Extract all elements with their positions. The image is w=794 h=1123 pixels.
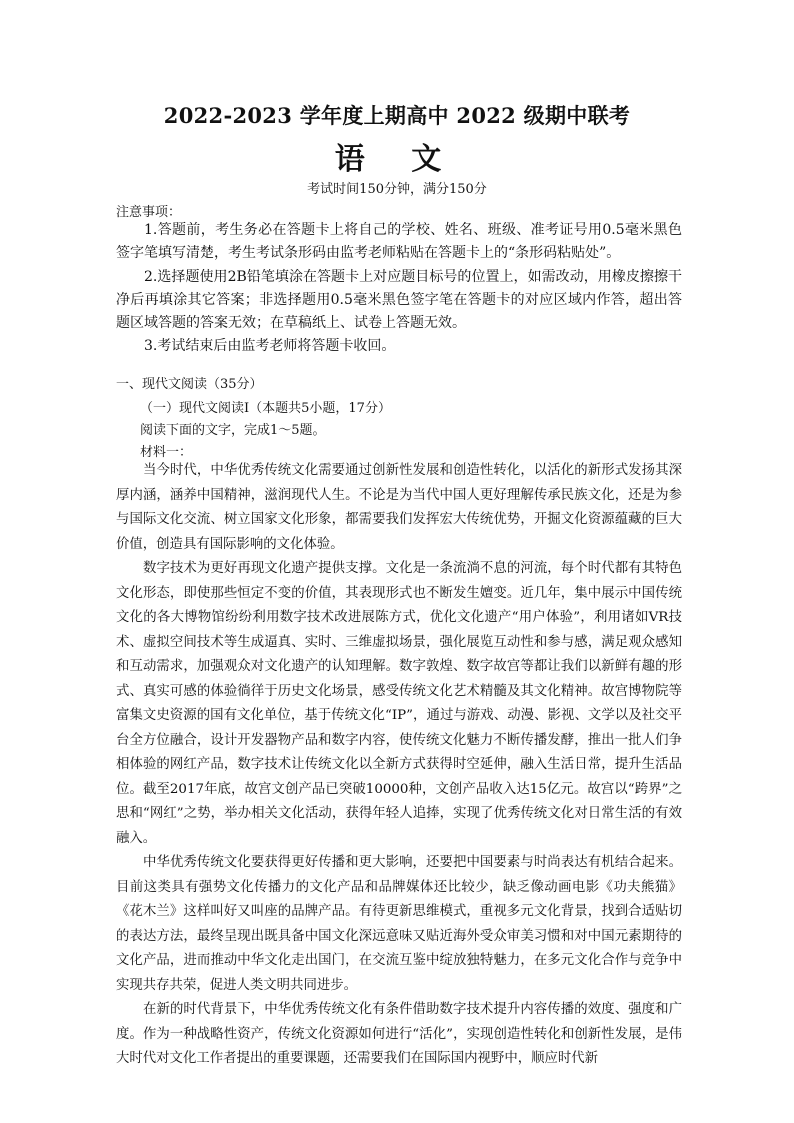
reading-passage (116, 459, 682, 1072)
notice-title: 注意事项： (116, 205, 182, 220)
notice-list (116, 219, 682, 359)
passage-paragraph: 中华优秀传统文化要获得更好传播和更大影响，还要把中国要素与时尚表达有机结合起来。目前这类具有强势文化传播力的文化产品和品牌媒体还比较少，缺乏像动画电影《功夫熊猫》《花木兰》这样叫好又叫座的品牌产品。有待更新思维模式，重视多元文化背景，找到合适贴切的表达方法，最终呈现出既具备中国文化深远意味又贴近海外受众审美习惯和对中国元素期待的文化产品，进而推动中华文化走出国门，在交流互鉴中绽放独特魅力，在多元文化合作与竞争中实现共存共荣，促进人类文明共同进步。 (116, 855, 682, 993)
notice-item: 3.考试结束后由监考老师将答题卡收回。 (144, 338, 396, 355)
passage-paragraph: 在新的时代背景下，中华优秀传统文化有条件借助数字技术提升内容传播的效度、强度和广度。作为一种战略性资产，传统文化资源如何进行“活化”，实现创造性转化和创新性发展，是伟大时代对文化工作者提出的重要课题，还需要我们在国际国内视野中，顺应时代新 (116, 1002, 682, 1066)
passage-paragraph: 数字技术为更好再现文化遗产提供支撑。文化是一条流淌不息的河流，每个时代都有其特色文化形态，即使那些恒定不变的价值，其表现形式也不断发生嬗变。近几年，集中展示中国传统文化的各大博物馆纷纷利用数字技术改进展陈方式，优化文化遗产“用户体验”，利用诸如VR技术、虚拟空间技术等生成逼真、实时、三维虚拟场景，强化展览互动性和参与感，满足观众感知和互动需求，加强观众对文化遗产的认知理解。数字敦煌、数字故宫等都让我们以新鲜有趣的形式、真实可感的体验徜徉于历史文化场景，感受传统文化艺术精髓及其文化精神。故宫博物院等富集文史资源的国有文化单位，基于传统文化“IP”，通过与游戏、动漫、影视、文学以及社交平台全方位融合，设计开发器物产品和数字内容，使传统文化魅力不断传播发酵，推出一批人们争相体验的网红产品，数字技术让传统文化以全新方式获得时空延伸，融入生活日常，提升生活品位。截至2017年底，故宫文创产品已突破10000种，文创产品收入达15亿元。故宫以“跨界”之思和“网红”之势，举办相关文化活动，获得年轻人追捧，实现了优秀传统文化对日常生活的有效融入。 (116, 561, 682, 846)
exam-time-info: 考试时间150分钟，满分150分 (307, 182, 487, 197)
section-heading: 一、现代文阅读（35分） (116, 377, 263, 392)
exam-title: 2022-2023 学年度上期高中 2022 级期中联考 (163, 103, 631, 128)
subject-title: 语 文 (334, 142, 460, 177)
subsection-heading: （一）现代文阅读Ⅰ（本题共5小题，17分） (140, 401, 391, 416)
material-label: 材料一： (140, 445, 193, 460)
passage-paragraph: 当今时代，中华优秀传统文化需要通过创新性发展和创造性转化，以活化的新形式发扬其深厚内涵，涵养中国精神，滋润现代人生。不论是为当代中国人更好理解传承民族文化，还是为参与国际文化交流、树立国家文化形象，都需要我们发挥宏大传统优势，开掘文化资源蕴藏的巨大价值，创造具有国际影响的文化体验。 (116, 463, 682, 552)
notice-item: 2.选择题使用2B铅笔填涂在答题卡上对应题目标号的位置上，如需改动，用橡皮擦擦干净后再填涂其它答案；非选择题用0.5毫米黑色签字笔在答题卡的对应区域内作答，超出答题区域答题的答案无效；在草稿纸上、试卷上答题无效。 (116, 268, 682, 332)
notice-item: 1.答题前，考生务必在答题卡上将自己的学校、姓名、班级、准考证号用0.5毫米黑色签字笔填写清楚，考生考试条形码由监考老师粘贴在答题卡上的“条形码粘贴处”。 (116, 222, 682, 262)
reading-instruction: 阅读下面的文字，完成1～5题。 (140, 423, 326, 438)
